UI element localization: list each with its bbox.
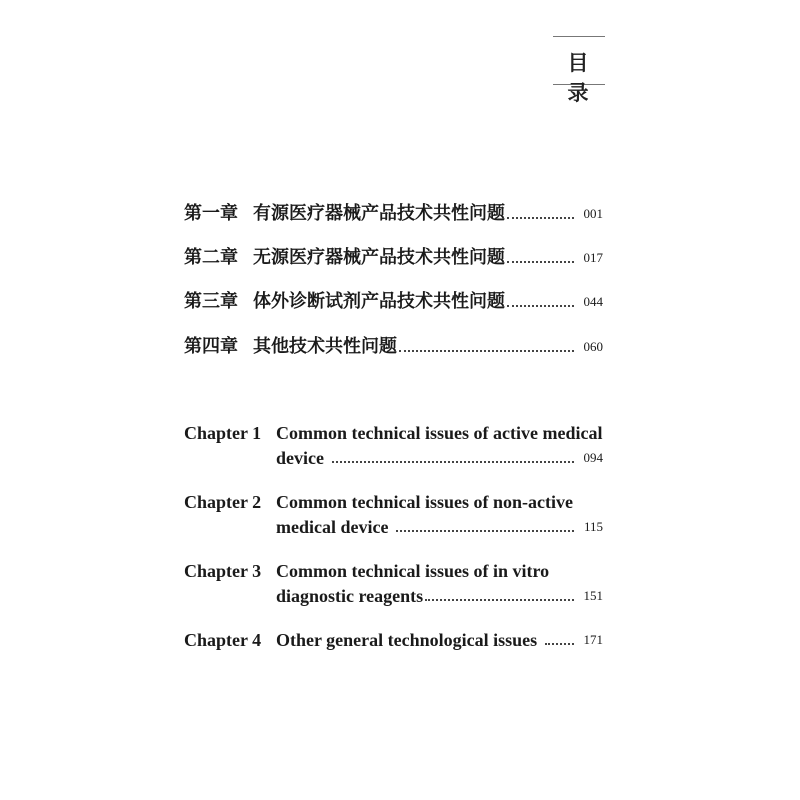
page-number: 060 <box>583 339 603 354</box>
dot-leader <box>507 261 574 263</box>
toc-heading <box>553 36 605 105</box>
chapter-label: Chapter 1 <box>184 423 262 443</box>
chapter-label: 第四章 <box>184 336 238 356</box>
chapter-title-line1: Common technical issues of in vitro <box>276 561 550 581</box>
chapter-label: Chapter 2 <box>184 492 262 512</box>
chapter-label: 第三章 <box>184 291 238 311</box>
dot-leader <box>396 530 574 532</box>
page-number: 001 <box>583 206 603 221</box>
dot-leader <box>545 643 573 645</box>
chapter-title-line1: Common technical issues of active medical <box>276 423 603 443</box>
page-number: 017 <box>583 250 603 265</box>
toc-entry-cn-2[interactable] <box>184 245 603 269</box>
chapter-label: Chapter 3 <box>184 561 262 581</box>
toc-entry-cn-4[interactable] <box>184 334 603 358</box>
toc-entry-cn-3[interactable] <box>184 289 603 313</box>
dot-leader <box>507 217 574 219</box>
chapter-title: 有源医疗器械产品技术共性问题 <box>253 203 505 223</box>
page-number: 171 <box>583 632 603 647</box>
dot-leader <box>425 599 573 601</box>
chapter-label: 第一章 <box>184 203 238 223</box>
chapter-title-line1: Common technical issues of non-active <box>276 492 573 512</box>
dot-leader <box>399 350 574 352</box>
chapter-title: 体外诊断试剂产品技术共性问题 <box>253 291 505 311</box>
page-number: 151 <box>583 588 603 603</box>
chapter-title: 其他技术共性问题 <box>253 336 397 356</box>
chapter-label: 第二章 <box>184 247 238 267</box>
toc-entry-cn-1[interactable] <box>184 201 603 225</box>
toc-title: 目 录 <box>567 51 595 105</box>
page-number: 094 <box>583 450 603 465</box>
page-number: 115 <box>583 519 603 534</box>
dot-leader <box>507 305 574 307</box>
chapter-label: Chapter 4 <box>184 630 262 650</box>
dot-leader <box>332 461 574 463</box>
chapter-title-line2: device <box>276 448 324 468</box>
chapter-title: 无源医疗器械产品技术共性问题 <box>253 247 505 267</box>
chapter-title-line2: diagnostic reagents <box>276 586 424 606</box>
page-number: 044 <box>583 294 603 309</box>
chapter-title: Other general technological issues <box>276 630 538 650</box>
chapter-title-line2: medical device <box>276 517 389 537</box>
